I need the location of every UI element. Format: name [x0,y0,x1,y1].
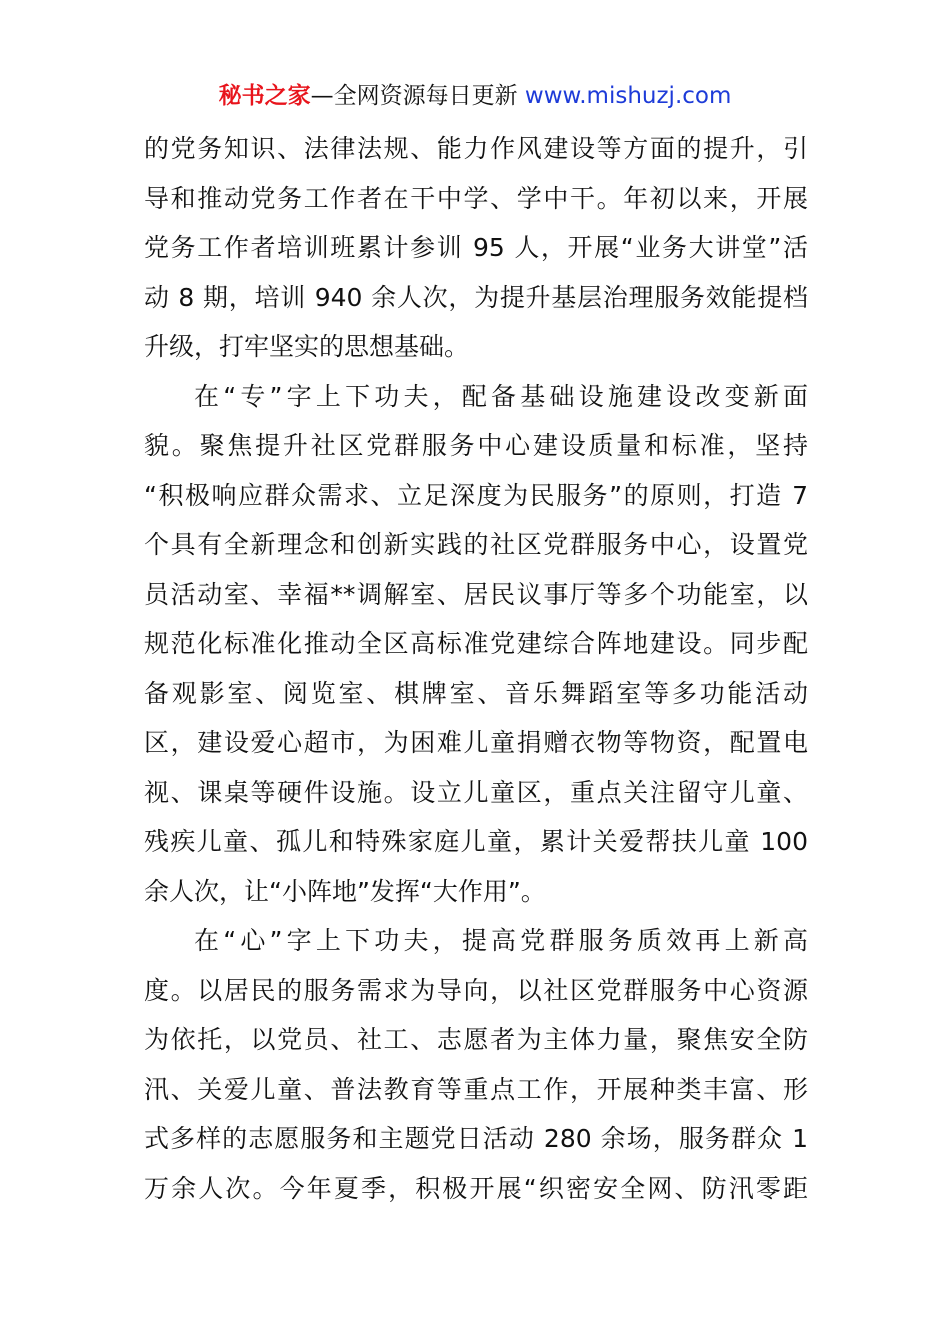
site-url-link[interactable]: www.mishuzj.com [524,83,732,109]
text-line: 度。以居民的服务需求为导向，以社区党群服务中心资源 [144,975,808,1005]
brand-name: 秘书之家 [218,83,311,109]
text-line: 员活动室、幸福**调解室、居民议事厅等多个功能室，以 [144,579,808,609]
site-header [0,80,950,112]
text-line: 在“专”字上下功夫，配备基础设施建设改变新面 [194,381,808,411]
text-line: 式多样的志愿服务和主题党日活动 280 余场，服务群众 1 [144,1124,808,1153]
paragraph-1 [144,124,808,372]
text-line: “积极响应群众需求、立足深度为民服务”的原则，打造 7 [144,480,808,510]
text-line: 升级，打牢坚实的思想基础。 [144,332,470,361]
header-slogan: —全网资源每日更新 [310,83,525,109]
text-line: 残疾儿童、孤儿和特殊家庭儿童，累计关爱帮扶儿童 100 [144,827,808,856]
text-line: 余人次，让“小阵地”发挥“大作用”。 [144,876,546,906]
paragraph-3 [144,916,808,1213]
text-line: 党务工作者培训班累计参训 95 人，开展“业务大讲堂”活 [144,233,808,262]
text-line: 在“心”字上下功夫，提高党群服务质效再上新高 [194,926,808,955]
text-line: 视、课桌等硬件设施。设立儿童区，重点关注留守儿童、 [144,777,808,807]
text-line: 万余人次。今年夏季，积极开展“织密安全网、防汛零距 [144,1173,808,1203]
document-body [144,124,808,1213]
paragraph-2 [144,372,808,917]
text-line: 动 8 期，培训 940 余人次，为提升基层治理服务效能提档 [144,282,808,312]
text-line: 导和推动党务工作者在干中学、学中干。年初以来，开展 [144,183,808,213]
text-line: 区，建设爱心超市，为困难儿童捐赠衣物等物资，配置电 [144,728,808,757]
text-line: 的党务知识、法律法规、能力作风建设等方面的提升，引 [144,134,808,163]
text-line: 规范化标准化推动全区高标准党建综合阵地建设。同步配 [144,629,808,658]
text-line: 个具有全新理念和创新实践的社区党群服务中心，设置党 [144,530,808,559]
text-line: 为依托，以党员、社工、志愿者为主体力量，聚焦安全防 [144,1025,808,1054]
text-line: 备观影室、阅览室、棋牌室、音乐舞蹈室等多功能活动 [144,678,808,708]
text-line: 貌。聚焦提升社区党群服务中心建设质量和标准，坚持 [144,431,808,460]
text-line: 汛、关爱儿童、普法教育等重点工作，开展种类丰富、形 [144,1074,808,1104]
